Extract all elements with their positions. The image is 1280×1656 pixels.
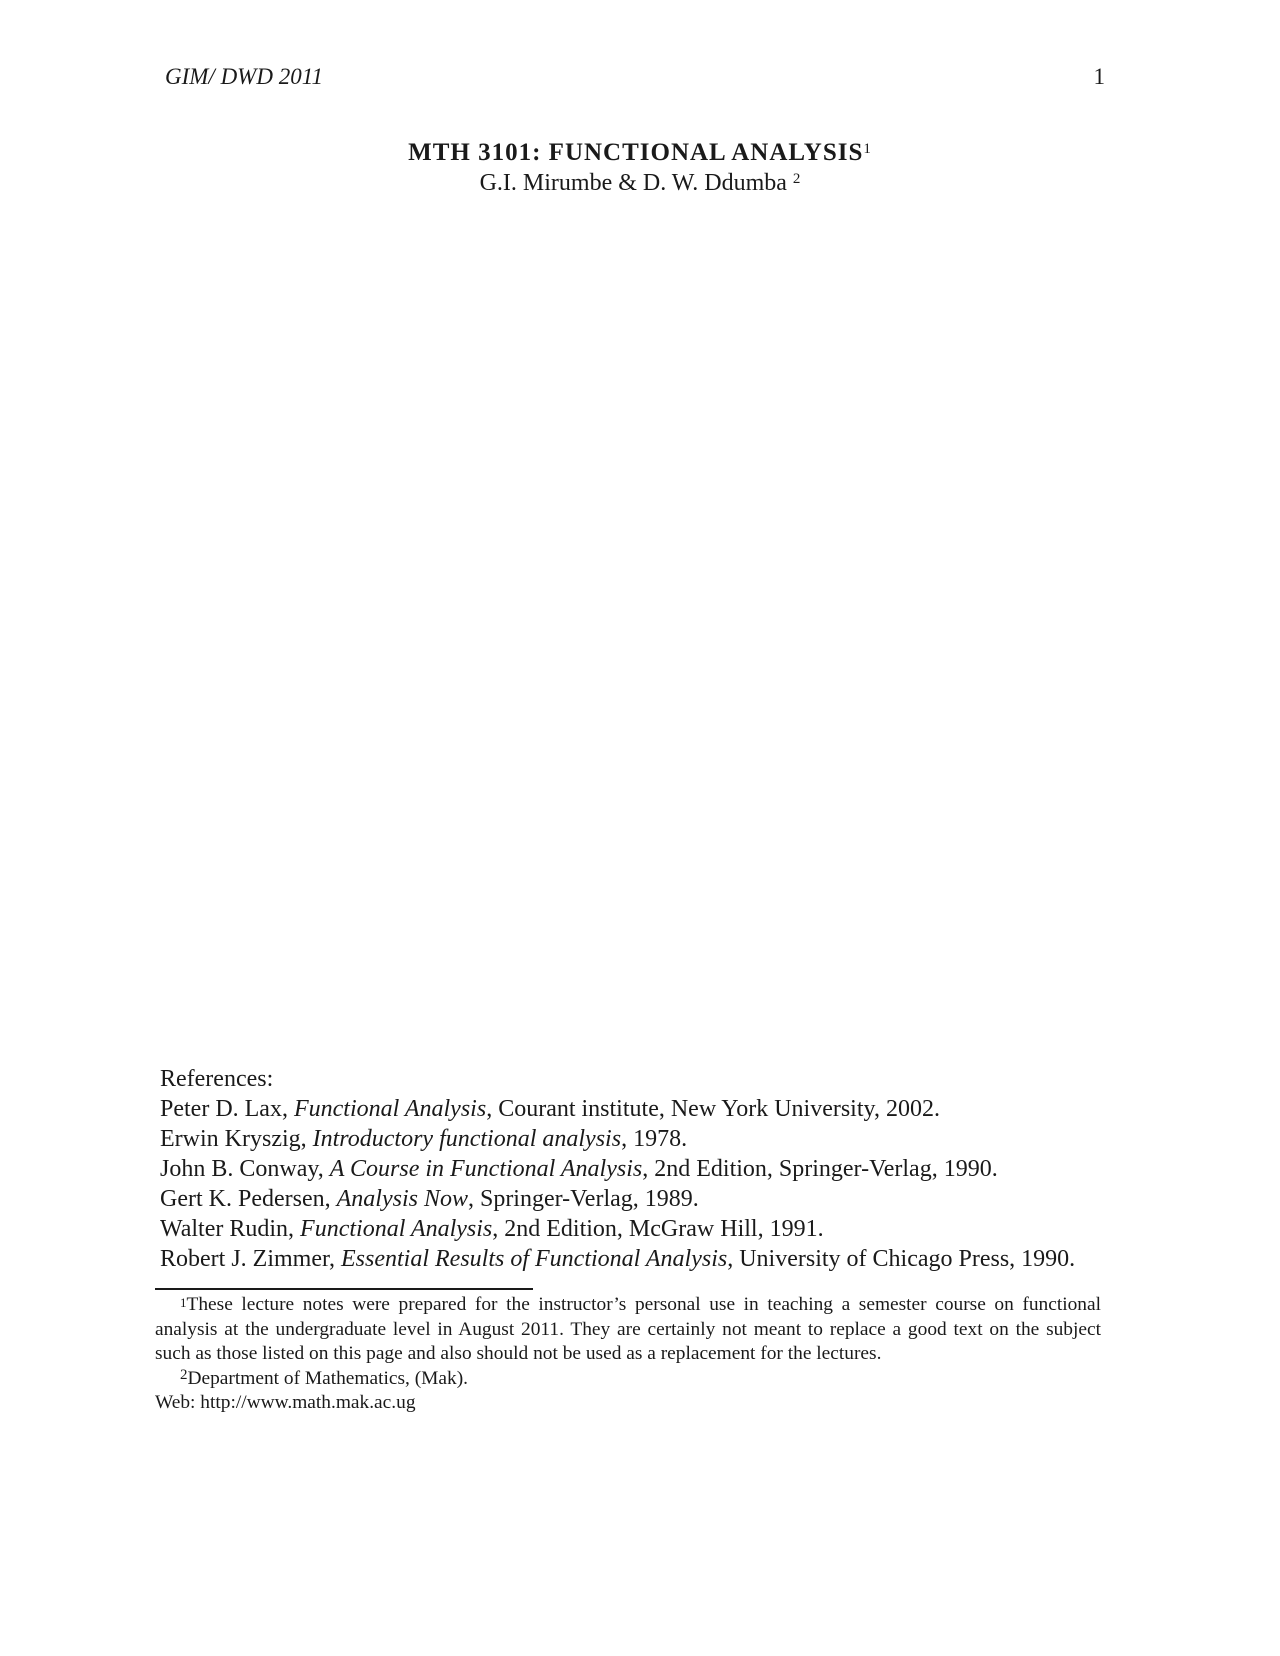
footnote-1-mark: 1 <box>180 1295 187 1310</box>
references-section <box>160 1064 1160 1274</box>
reference-author: Gert K. Pedersen, <box>160 1186 337 1212</box>
authors-footnote-mark[interactable]: 2 <box>792 171 801 187</box>
reference-item <box>160 1244 1160 1274</box>
reference-author: Walter Rudin, <box>160 1216 301 1242</box>
references-heading: References: <box>160 1066 274 1092</box>
title-block <box>0 138 1280 198</box>
reference-author: Robert J. Zimmer, <box>160 1246 342 1272</box>
running-header-left: GIM/ DWD 2011 <box>165 64 323 89</box>
footnote-2-mark: 2 <box>180 1366 188 1383</box>
page-number: 1 <box>1093 64 1105 89</box>
reference-item <box>160 1214 1160 1244</box>
reference-item <box>160 1184 1160 1214</box>
footnote-rule <box>155 1288 533 1290</box>
reference-item <box>160 1154 1160 1184</box>
reference-details: , University of Chicago Press, 1990. <box>727 1246 1076 1272</box>
reference-title: Introductory functional analysis <box>312 1126 622 1152</box>
footnote-2 <box>155 1367 1101 1392</box>
reference-title: Functional Analysis <box>300 1216 493 1242</box>
reference-title: A Course in Functional Analysis <box>329 1156 643 1182</box>
running-header <box>165 64 1105 94</box>
authors-text: G.I. Mirumbe & D. W. Ddumba <box>479 170 793 196</box>
reference-details: , Springer-Verlag, 1989. <box>467 1186 699 1212</box>
reference-title: Essential Results of Functional Analysis <box>341 1246 728 1272</box>
footnote-1-text: These lecture notes were prepared for the instructor’s personal use in teaching a semester course on functional analysis at the undergraduate level in August 2011. They are certainly not meant to replace a good text on the subject such as those listed on this page and also should not be used as a replacement for the lectures. <box>155 1294 1101 1365</box>
reference-author: Erwin Kryszig, <box>160 1126 313 1152</box>
title-footnote-mark[interactable]: 1 <box>863 141 872 157</box>
reference-author: Peter D. Lax, <box>160 1096 294 1122</box>
reference-item <box>160 1124 1160 1154</box>
footnote-1 <box>155 1293 1101 1367</box>
reference-title: Functional Analysis <box>293 1096 487 1122</box>
reference-details: , Courant institute, New York University, 2002. <box>486 1096 940 1122</box>
document-title-text: MTH 3101: FUNCTIONAL ANALYSIS <box>408 139 864 166</box>
document-title <box>0 138 1280 168</box>
footnotes <box>155 1293 1101 1416</box>
reference-author: John B. Conway, <box>160 1156 330 1182</box>
reference-details: , 2nd Edition, Springer-Verlag, 1990. <box>642 1156 998 1182</box>
reference-details: , 2nd Edition, McGraw Hill, 1991. <box>492 1216 824 1242</box>
reference-item <box>160 1094 1160 1124</box>
footnote-2-text: Department of Mathematics, (Mak). <box>187 1367 469 1389</box>
reference-details: , 1978. <box>621 1126 688 1152</box>
footnote-web-link[interactable]: Web: http://www.math.mak.ac.ug <box>155 1392 416 1414</box>
authors <box>0 168 1280 198</box>
reference-title: Analysis Now <box>336 1186 468 1212</box>
